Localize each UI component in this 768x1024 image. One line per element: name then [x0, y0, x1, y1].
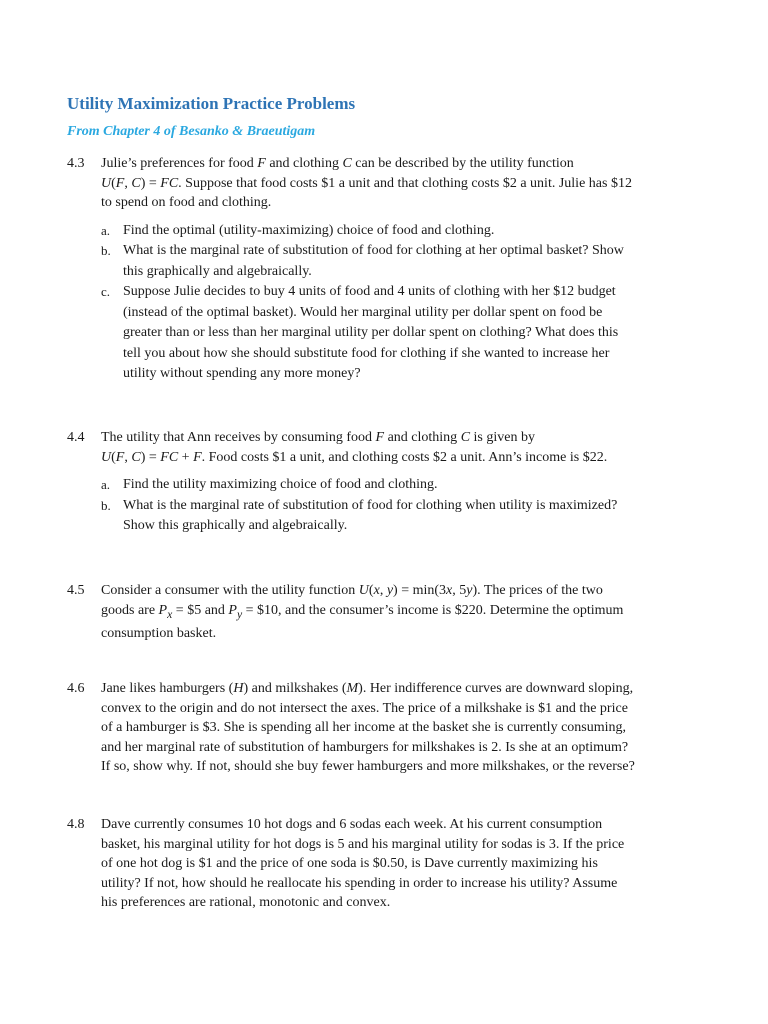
- subitem-line: greater than or less than her marginal utility per dollar spent on clothing? What does this: [123, 325, 619, 341]
- problem-line: to spend on food and clothing.: [101, 195, 272, 211]
- problem-text: [101, 428, 687, 467]
- problem-4-4: [67, 428, 687, 537]
- subitem-a: [101, 221, 687, 242]
- problem-subitems: [101, 475, 687, 537]
- subitem-line: Find the utility maximizing choice of food and clothing.: [123, 477, 438, 493]
- problem-line: If so, show why. If not, should she buy fewer hamburgers and more milkshakes, or the reverse?: [101, 759, 635, 775]
- problem-line: consumption basket.: [101, 625, 217, 641]
- problem-line: U(F, C) = FC. Suppose that food costs $1 a unit and that clothing costs $2 a unit. Julie has $12: [101, 175, 632, 191]
- problem-number: 4.5: [67, 583, 85, 598]
- subitem-line: Suppose Julie decides to buy 4 units of food and 4 units of clothing with her $12 budget: [123, 284, 616, 300]
- problem-line: U(F, C) = FC + F. Food costs $1 a unit, and clothing costs $2 a unit. Ann’s income is $22.: [101, 449, 608, 465]
- problem-text: [101, 581, 687, 644]
- subitem-b: [101, 241, 687, 282]
- problem-number: 4.4: [67, 430, 85, 445]
- problem-line: convex to the origin and do not intersect the axes. The price of a milkshake is $1 and the price: [101, 700, 628, 716]
- subitem-label: a.: [101, 222, 111, 238]
- problem-text: [101, 679, 687, 777]
- problem-subitems: [101, 221, 687, 385]
- subitem-label: b.: [101, 243, 111, 259]
- problem-line: of one hot dog is $1 and the price of one soda is $0.50, is Dave currently maximizing his: [101, 856, 598, 872]
- problem-4-6: [67, 679, 687, 777]
- problem-number: 4.8: [67, 817, 85, 832]
- problem-line: Dave currently consumes 10 hot dogs and 6 sodas each week. At his current consumption: [101, 817, 603, 832]
- problem-line: Jane likes hamburgers (H) and milkshakes (M). Her indifference curves are downward sloping,: [101, 681, 634, 696]
- problem-4-5: [67, 581, 687, 644]
- subitem-line: What is the marginal rate of substitution of food for clothing when utility is maximized?: [123, 497, 618, 513]
- problem-4-3: [67, 154, 687, 385]
- subitem-label: a.: [101, 477, 111, 493]
- problem-text: [101, 815, 687, 913]
- subitem-line: tell you about how she should substitute food for clothing if she wanted to increase her: [123, 345, 610, 361]
- problem-line: of a hamburger is $3. She is spending all her income at the basket she is currently consuming,: [101, 720, 627, 736]
- problem-4-8: [67, 815, 687, 913]
- document-subtitle: From Chapter 4 of Besanko & Braeutigam: [67, 124, 316, 139]
- problem-line: Consider a consumer with the utility function U(x, y) = min(3x, 5y). The prices of the two: [101, 583, 603, 598]
- problem-line: basket, his marginal utility for hot dogs is 5 and his marginal utility for sodas is 3. If the price: [101, 836, 625, 852]
- subitem-line: this graphically and algebraically.: [123, 263, 312, 279]
- problem-number: 4.3: [67, 156, 85, 171]
- subitem-a: [101, 475, 687, 496]
- problem-line: and her marginal rate of substitution of hamburgers for milkshakes is 2. Is she at an optimum?: [101, 739, 629, 755]
- document-title: Utility Maximization Practice Problems: [67, 94, 356, 113]
- problem-line: goods are $P_x$ = $5 and $P_y$ = $10, and the consumer’s income is $220. Determine the optimum: [101, 602, 624, 621]
- subitem-c: [101, 282, 687, 385]
- problem-line: utility? If not, how should he reallocate his spending in order to increase his utility? Assume: [101, 875, 618, 891]
- subitem-line: What is the marginal rate of substitution of food for clothing at her optimal basket? Show: [123, 243, 624, 259]
- problem-text: [101, 154, 687, 213]
- problem-line: The utility that Ann receives by consuming food F and clothing C is given by: [101, 430, 535, 445]
- subitem-line: Find the optimal (utility-maximizing) choice of food and clothing.: [123, 222, 495, 238]
- subitem-line: (instead of the optimal basket). Would her marginal utility per dollar spent on food be: [123, 304, 603, 320]
- subitem-line: Show this graphically and algebraically.: [123, 518, 348, 534]
- problem-line: Julie’s preferences for food F and clothing C can be described by the utility function: [101, 156, 574, 171]
- problem-line: his preferences are rational, monotonic and convex.: [101, 895, 391, 911]
- subitem-label: b.: [101, 497, 111, 513]
- subitem-line: utility without spending any more money?: [123, 366, 361, 382]
- subitem-label: c.: [101, 284, 111, 300]
- problem-number: 4.6: [67, 681, 85, 696]
- subitem-b: [101, 496, 687, 537]
